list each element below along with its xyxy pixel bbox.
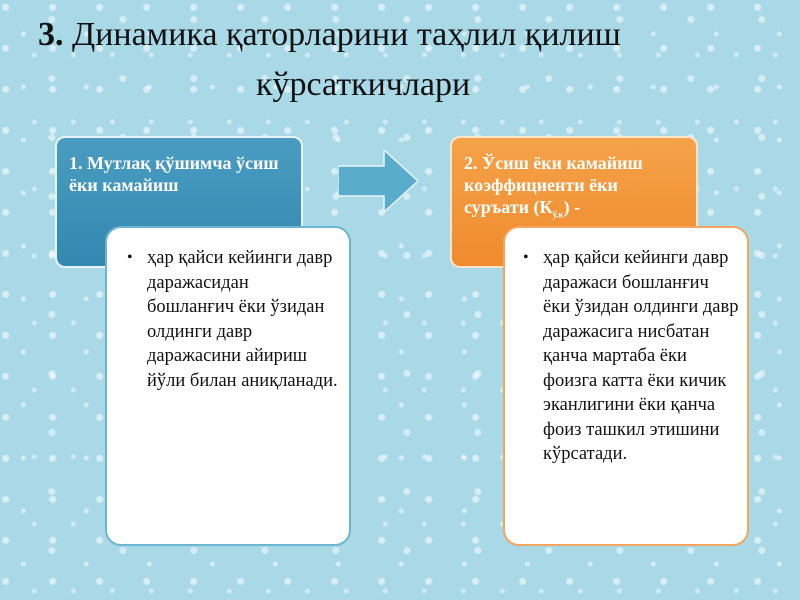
slide-title bbox=[0, 10, 800, 110]
title-line-1: Динамика қаторларини таҳлил қилиш bbox=[72, 16, 621, 53]
formula-subscript: ў.к bbox=[552, 209, 564, 220]
growth-coefficient-header-text: 2. Ўсиш ёки камайиш коэффициенти ёки суръати ( bbox=[464, 153, 643, 217]
formula-symbol: К bbox=[539, 197, 553, 217]
title-line-2: кўрсаткичлари bbox=[256, 66, 471, 103]
right-arrow-icon bbox=[338, 150, 418, 212]
bullet-icon: • bbox=[523, 249, 529, 266]
bullet-icon: • bbox=[127, 249, 133, 266]
header-suffix: ) - bbox=[563, 197, 581, 217]
growth-coefficient-definition-card bbox=[503, 226, 749, 546]
absolute-increase-definition-card bbox=[105, 226, 351, 546]
growth-coefficient-definition-text: ҳар қайси кейинги давр даражаси бошланғич ёки ўзидан олдинги давр даражасига нисбатан қанча мартаба ёки фоизга катта ёки кичик эканлигини ёки қанча фоиз ташкил этишини кўрсатади. bbox=[543, 248, 739, 464]
absolute-increase-definition-text: ҳар қайси кейинги давр даражасидан бошланғич ёки ўзидан олдинги давр даражасини айириш йўли билан аниқланади. bbox=[147, 248, 338, 391]
title-number: 3. bbox=[38, 16, 64, 53]
absolute-increase-header-text: 1. Мутлақ қўшимча ўсиш ёки камайиш bbox=[69, 153, 279, 195]
